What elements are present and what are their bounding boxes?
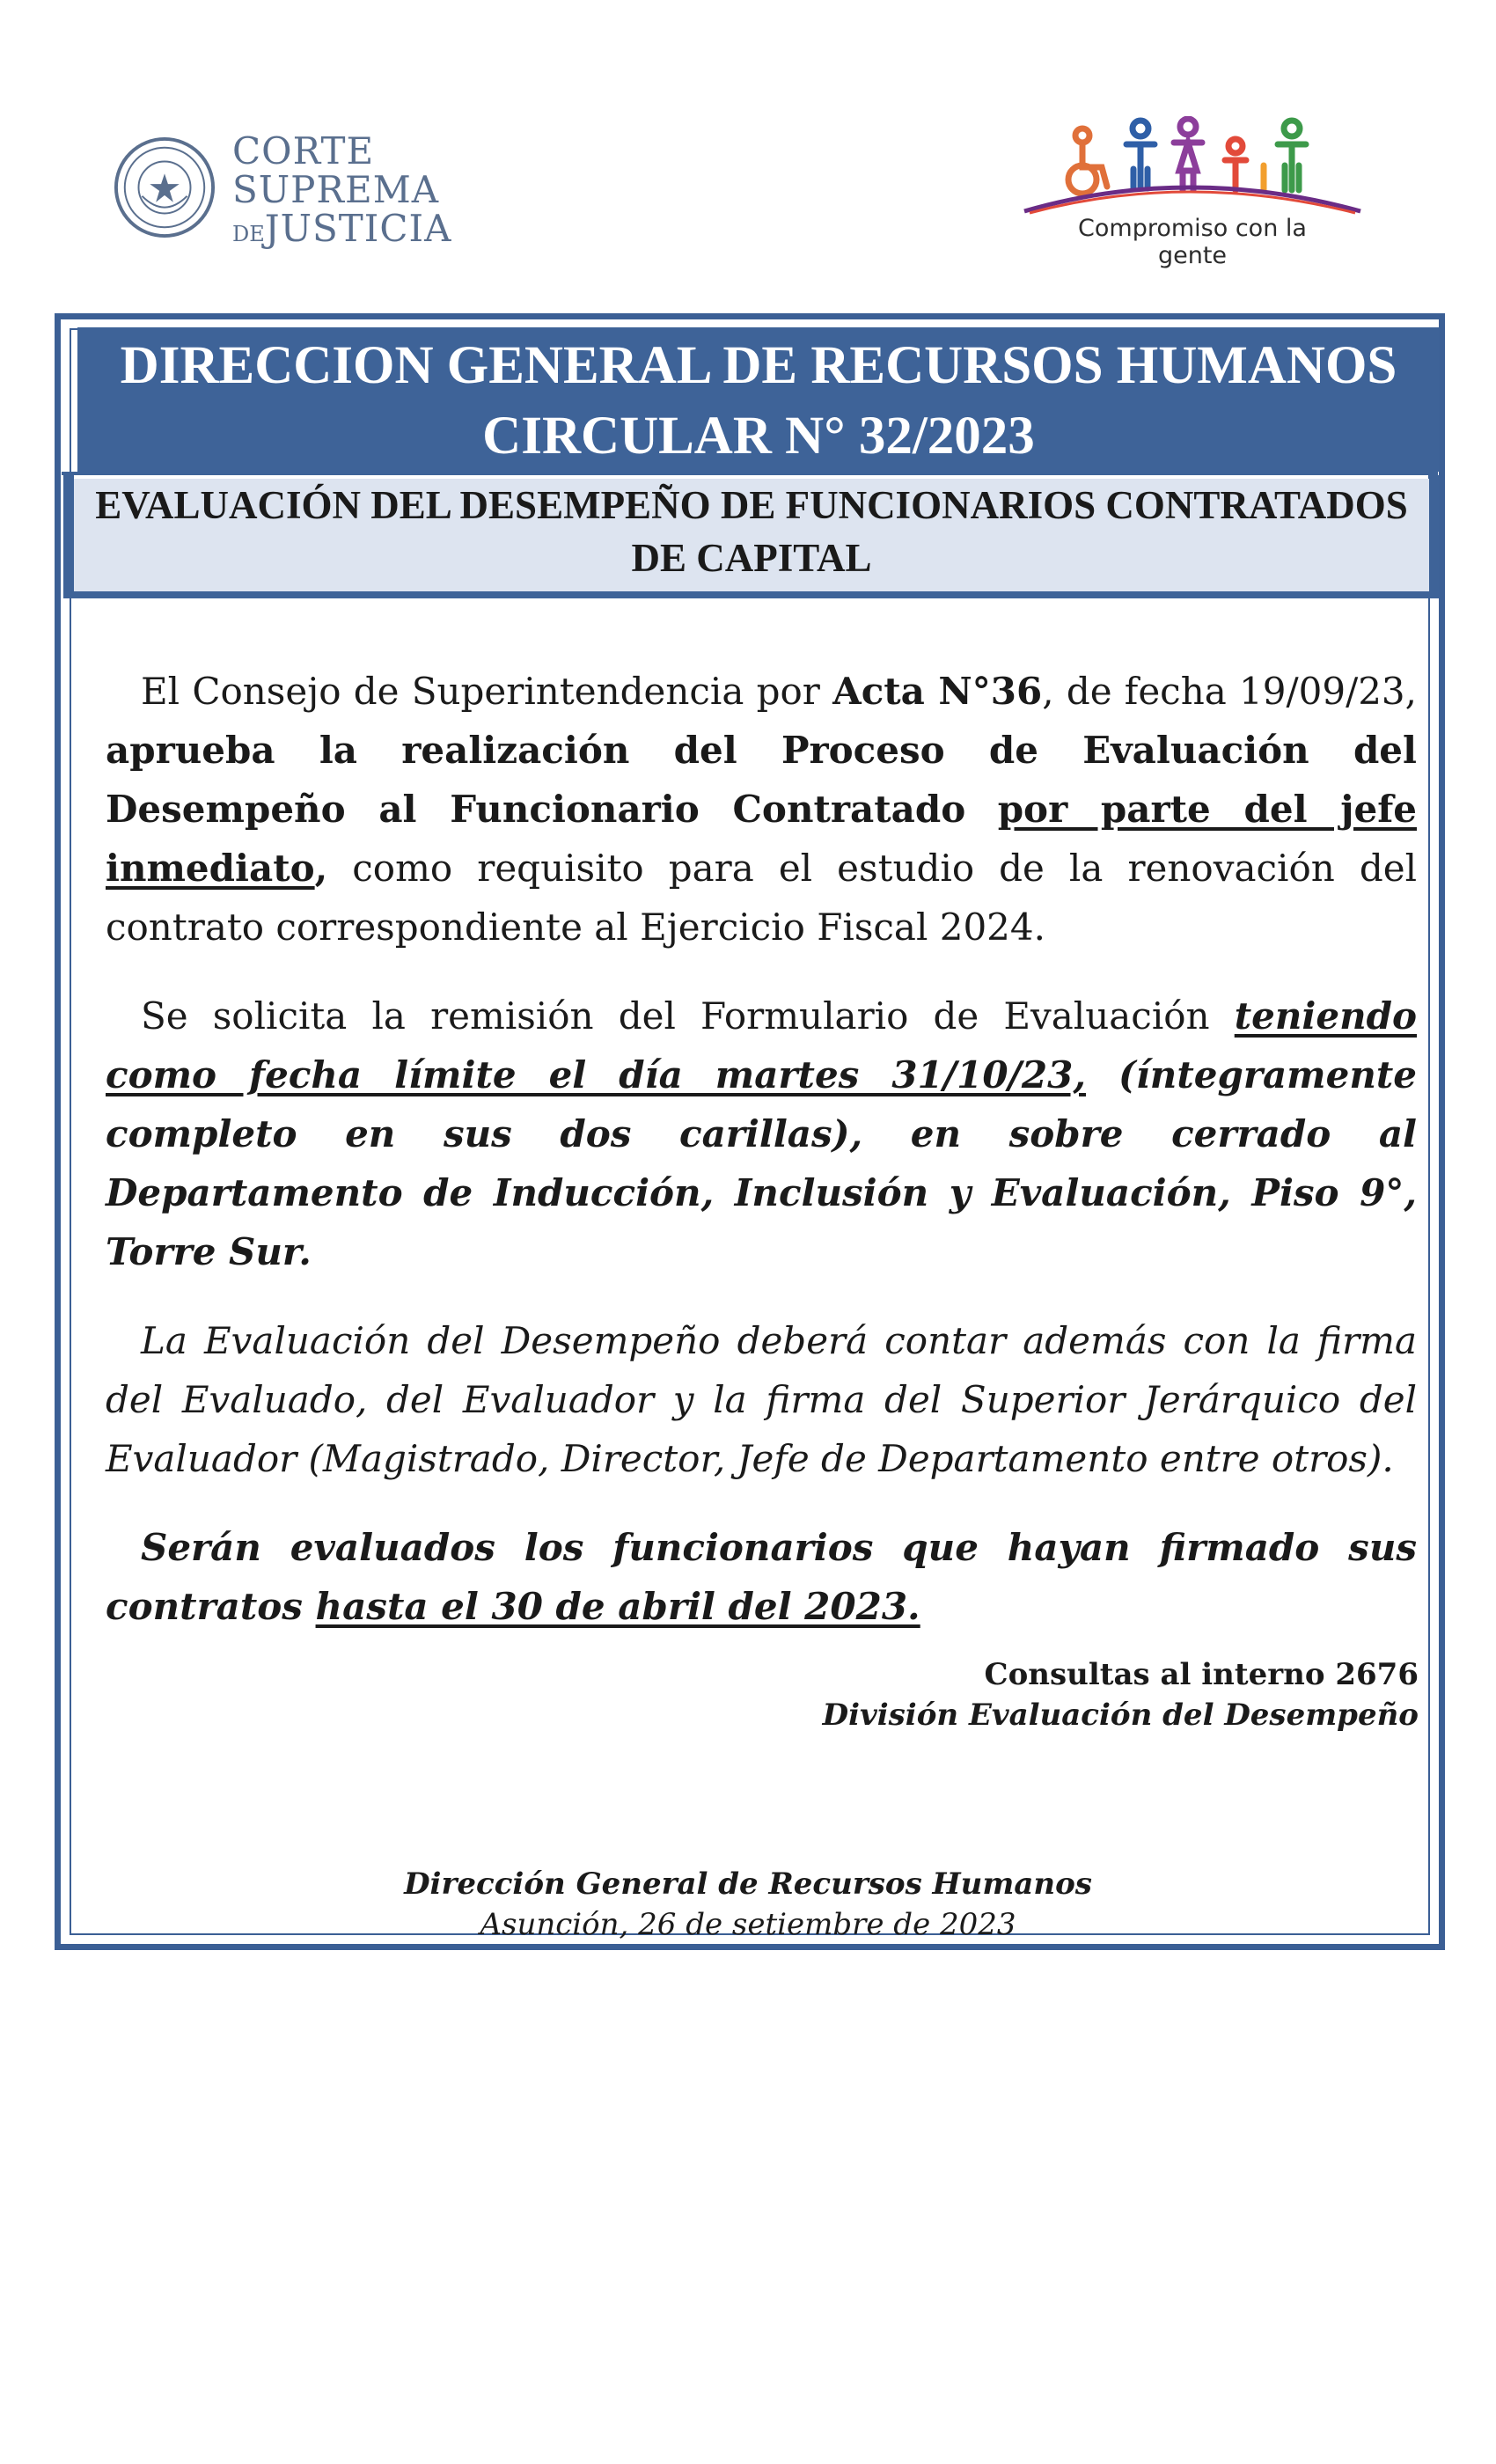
court-logo-line1: CORTE	[232, 129, 375, 172]
p1-text-2: , de fecha 19/09/23,	[1042, 670, 1418, 713]
title-banner	[77, 327, 1440, 472]
p4-text: Serán evaluados los funcionarios que hayan firmado sus contratos	[106, 1526, 1417, 1628]
p2-text-1: Se solicita la remisión del Formulario de Evaluación	[141, 994, 1235, 1038]
court-logo-line2: SUPREMA	[232, 168, 440, 211]
p1-text-1: El Consejo de Superintendencia por	[141, 670, 833, 713]
p1-comma: ,	[314, 847, 328, 890]
contact-division: División Evaluación del Desempeño	[822, 1698, 1419, 1733]
court-logo-line3: JUSTICIA	[264, 207, 452, 250]
paragraph-eligibility	[106, 1518, 1417, 1636]
campaign-caption: Compromiso con la gente	[1078, 215, 1307, 269]
swoosh-icon	[1021, 169, 1364, 222]
title-line2: CIRCULAR N° 32/2023	[482, 407, 1035, 466]
subtitle-line2: DE CAPITAL	[631, 536, 872, 580]
p1-supervisor: por parte del jefe inmediato	[106, 788, 1417, 890]
p1-approval: aprueba la realización del Proceso de Evaluación del Desempeño al Funcionario Contratado	[106, 729, 1417, 831]
contact-block	[823, 1654, 1419, 1735]
p1-text-3	[965, 788, 997, 831]
p2-deadline: teniendo como fecha límite el día martes 31/10/23,	[106, 994, 1417, 1096]
paragraph-signatures	[106, 1311, 1417, 1488]
circular-body	[106, 662, 1417, 1666]
p3-text: La Evaluación del Desempeño deberá contar además con la firma del Evaluado, del Evaluador y la firma del Superior Jerárquico del Evaluador (Magistrado, Director, Jefe de Departamento entre otros).	[106, 1319, 1417, 1480]
p1-acta: Acta N°36	[832, 670, 1043, 713]
signoff-block	[0, 1864, 1496, 1945]
signoff-department: Dirección General de Recursos Humanos	[404, 1866, 1092, 1902]
subtitle-left-bar	[63, 475, 74, 595]
court-logo-prefix: DE	[232, 222, 265, 246]
subtitle-banner	[63, 475, 1440, 595]
contact-extension: Consultas al interno 2676	[984, 1657, 1419, 1692]
p2-instructions: (íntegramente completo en sus dos carillas), en sobre cerrado al Departamento de Inducción, Inclusión y Evaluación, Piso 9°, Torre Sur.	[106, 1053, 1417, 1273]
p1-text-4: como requisito para el estudio de la renovación del contrato correspondiente al Ejercicio Fiscal 2024.	[106, 847, 1417, 949]
subtitle-line1: EVALUACIÓN DEL DESEMPEÑO DE FUNCIONARIOS CONTRATADOS	[95, 483, 1408, 527]
court-logo	[113, 129, 482, 255]
p4-date: hasta el 30 de abril del 2023.	[315, 1585, 920, 1628]
signoff-date: Asunción, 26 de setiembre de 2023	[480, 1907, 1016, 1942]
paragraph-deadline	[106, 986, 1417, 1281]
paragraph-approval	[106, 662, 1417, 957]
title-line1: DIRECCION GENERAL DE RECURSOS HUMANOS	[120, 336, 1397, 395]
campaign-logo	[1021, 116, 1373, 269]
subtitle-bottom-bar	[63, 591, 1440, 598]
subtitle-right-bar	[1429, 475, 1440, 595]
national-seal-icon	[113, 136, 216, 239]
